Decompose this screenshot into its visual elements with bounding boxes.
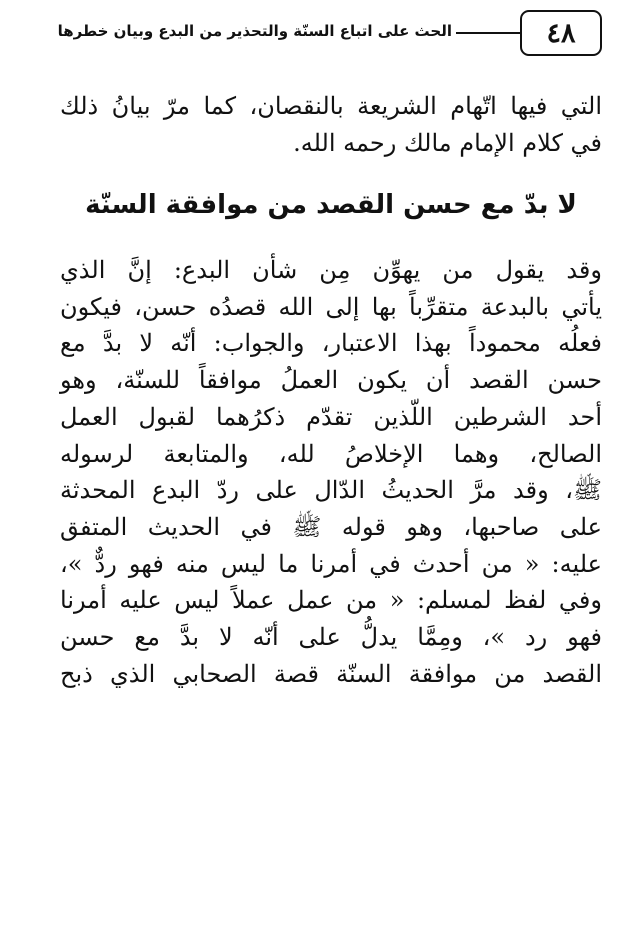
- text-line: وقد يقول من يهوِّن مِن شأن البدع: إنَّ الذي: [60, 256, 602, 284]
- running-title: الحث على اتباع السنّة والتحذير من البدع وبيان خطرها: [57, 22, 452, 40]
- body-paragraph: [60, 252, 602, 692]
- text-line: فهو رد »، ومِمَّا يدلُّ على أنّه لا بدَّ مع حسن: [60, 623, 602, 652]
- text-line: في كلام الإمام مالك رحمه الله.: [293, 129, 602, 157]
- page-header: [24, 10, 602, 58]
- text-line: يأتي بالبدعة متقرِّباً بها إلى الله قصدُه حسن، فيكون: [60, 292, 602, 321]
- text-line: ﷺ، وقد مرَّ الحديثُ الدّال على ردّ البدع المحدثة: [60, 476, 602, 505]
- section-heading: لا بدّ مع حسن القصد من موافقة السنّة: [85, 190, 577, 220]
- text-line: الصالح، وهما الإخلاصُ لله، والمتابعة لرسوله: [60, 439, 602, 468]
- text-line: عليه: « من أحدث في أمرنا ما ليس منه فهو ردٌّ »،: [60, 549, 602, 578]
- text-line: فعلُه محموداً بهذا الاعتبار، والجواب: أنّه لا بدَّ مع: [60, 329, 602, 358]
- text-line: القصد من موافقة السنّة قصة الصحابي الذي ذبح: [60, 659, 602, 688]
- intro-paragraph: [60, 88, 602, 162]
- text-line: التي فيها اتّهام الشريعة بالنقصان، كما مرّ بيانُ ذلك: [60, 92, 602, 120]
- text-line: على صاحبها، وهو قوله ﷺ في الحديث المتفق: [60, 512, 602, 541]
- page-number: ٤٨: [520, 10, 602, 56]
- page-body: [60, 88, 602, 692]
- header-rule: [456, 32, 520, 34]
- text-line: وفي لفظ لمسلم: « من عمل عملاً ليس عليه أمرنا: [60, 586, 602, 615]
- text-line: حسن القصد أن يكون العملُ موافقاً للسنّة، وهو: [60, 366, 602, 395]
- text-line: أحد الشرطين اللّذين تقدّم ذكرُهما لقبول العمل: [60, 402, 602, 431]
